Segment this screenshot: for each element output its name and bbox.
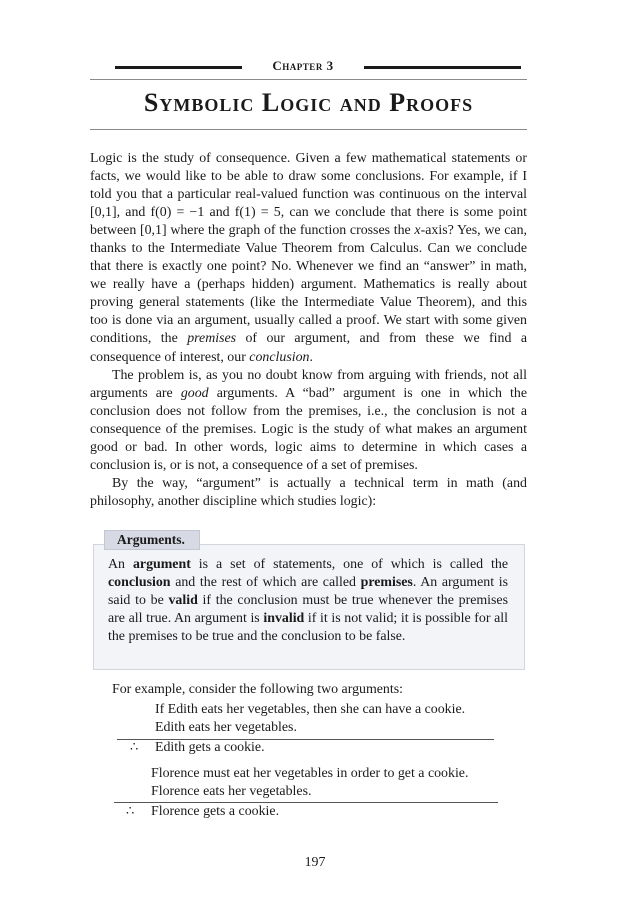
definition-text — [108, 556, 508, 646]
arg1-premise-1: If Edith eats her vegetables, then she can have a cookie. — [155, 702, 466, 717]
text-span: is a set of statements, one of which is called the — [190, 557, 508, 572]
text-span: if the conclusion must be true whenever the premises are all true. An argument is — [108, 593, 508, 627]
text-span: An — [108, 557, 133, 572]
math-span: [0,1] — [90, 205, 117, 221]
text-span: Logic is the study of consequence. Given a few mathematical statements or facts, we would like to be able to draw some conclusions. For example, if I told you that a particular real-valued function was continuous on the interval — [90, 151, 527, 203]
text-span: where the graph of the function crosses the — [166, 223, 415, 239]
text-span: if it is not valid; it is possible for all the premises to be true and the conclusion to be false. — [108, 611, 508, 645]
emphasis-good: good — [180, 385, 209, 401]
text-span: and — [204, 205, 235, 221]
text-span: The problem is, as you no doubt know from arguing with friends, not all arguments are — [90, 367, 527, 401]
arg2-premise-1: Florence must eat her vegetables in order to get a cookie. — [151, 766, 469, 781]
text-span: . — [309, 349, 313, 365]
text-span: arguments. A “bad” argument is one in which the conclusion does not follow from the premises, i.e., the conclusion is not a consequence of the premises. Logic is the study of what makes an argument good or bad. In other words, logic aims to determine in which cases a conclusion is, or is not, a consequence of a set of premises. — [90, 385, 527, 473]
chapter-bar-right — [364, 66, 521, 69]
math-span: f(0) = −1 — [150, 205, 205, 221]
paragraph-1 — [90, 150, 527, 367]
chapter-bar-left — [115, 66, 242, 69]
emphasis-premises: premises — [187, 331, 237, 347]
arg2-divider — [114, 802, 498, 803]
paragraph-2 — [90, 367, 527, 475]
page-number: 197 — [304, 855, 326, 870]
title-rule-top — [90, 79, 527, 80]
title-rule-bottom — [90, 129, 527, 130]
text-span: and the rest of which are called — [170, 575, 361, 591]
arg1-conclusion: Edith gets a cookie. — [155, 740, 265, 755]
arg2-premise-2: Florence eats her vegetables. — [151, 784, 312, 799]
definition-tab: Arguments. — [104, 530, 200, 550]
term-valid: valid — [168, 593, 198, 609]
chapter-label: Chapter 3 — [272, 58, 334, 73]
paragraph-3: By the way, “argument” is actually a technical term in math (and philosophy, another discipline which studies logic): — [90, 475, 527, 509]
math-span: f(1) = 5 — [234, 205, 281, 221]
emphasis-conclusion: conclusion — [249, 349, 310, 365]
text-span: of our argument, and from these we find a consequence of interest, our — [90, 331, 528, 365]
examples-intro: For example, consider the following two arguments: — [112, 682, 404, 697]
text-span: -axis? Yes, we can, thanks to the Intermediate Value Theorem from Calculus. Can we conclude that there is exactly one point? No. Whenever we find an “answer” in math, we really have a (perhaps hidden) argument. Mathematics is really about proving general statements (like the Intermediate Value Theorem), and this too is done via an argument, usually called a proof. We start with some given conditions, the — [90, 223, 527, 347]
math-span: x — [414, 223, 421, 239]
arg2-conclusion: Florence gets a cookie. — [151, 804, 280, 819]
term-conclusion: conclusion — [108, 575, 171, 591]
text-span: , and — [116, 205, 151, 221]
math-span: [0,1] — [139, 223, 167, 239]
arg1-premise-2: Edith eats her vegetables. — [155, 720, 297, 735]
text-span: . An argument is said to be — [108, 575, 508, 609]
term-invalid: invalid — [263, 611, 305, 627]
text-span: , can we conclude that there is some point between — [90, 205, 527, 239]
chapter-title: Symbolic Logic and Proofs — [143, 88, 474, 117]
chapter-header — [90, 58, 527, 76]
therefore-icon: ∴ — [130, 740, 139, 755]
body-text — [90, 150, 527, 511]
term-premises: premises — [360, 575, 413, 591]
term-argument: argument — [132, 557, 191, 572]
therefore-icon: ∴ — [126, 804, 135, 819]
